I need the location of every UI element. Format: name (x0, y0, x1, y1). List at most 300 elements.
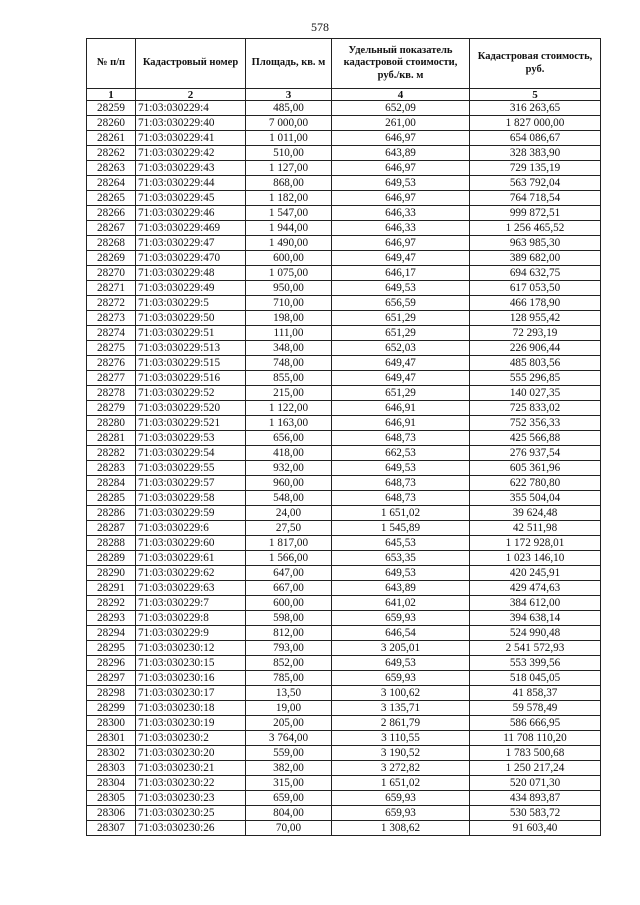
cadastral-number: 71:03:030229:50 (136, 311, 246, 326)
cadastral-value: 617 053,50 (470, 281, 601, 296)
unit-cost: 2 861,79 (332, 716, 470, 731)
unit-cost: 659,93 (332, 611, 470, 626)
table-row (87, 101, 601, 116)
cadastral-value: 41 858,37 (470, 686, 601, 701)
area: 598,00 (246, 611, 332, 626)
row-index: 28261 (87, 131, 136, 146)
cadastral-number: 71:03:030229:6 (136, 521, 246, 536)
table-row (87, 401, 601, 416)
cadastral-value: 725 833,02 (470, 401, 601, 416)
unit-cost: 646,54 (332, 626, 470, 641)
row-index: 28301 (87, 731, 136, 746)
row-index: 28298 (87, 686, 136, 701)
unit-cost: 3 272,82 (332, 761, 470, 776)
unit-cost: 648,73 (332, 431, 470, 446)
cadastral-number: 71:03:030229:41 (136, 131, 246, 146)
area: 855,00 (246, 371, 332, 386)
page-number: 578 (311, 20, 329, 34)
table-row (87, 461, 601, 476)
table-row (87, 476, 601, 491)
unit-cost: 652,09 (332, 101, 470, 116)
cadastral-value: 530 583,72 (470, 806, 601, 821)
cadastral-value: 605 361,96 (470, 461, 601, 476)
cadastral-number: 71:03:030229:45 (136, 191, 246, 206)
unit-cost: 641,02 (332, 596, 470, 611)
table-row (87, 176, 601, 191)
table-row (87, 521, 601, 536)
table-row (87, 626, 601, 641)
unit-cost: 652,03 (332, 341, 470, 356)
row-index: 28307 (87, 821, 136, 836)
table-row (87, 701, 601, 716)
column-number: 3 (246, 89, 332, 101)
header-index: № п/п (87, 39, 136, 89)
header-cadastral-number: Кадастровый номер (136, 39, 246, 89)
row-index: 28288 (87, 536, 136, 551)
unit-cost: 659,93 (332, 671, 470, 686)
unit-cost: 649,47 (332, 356, 470, 371)
unit-cost: 3 135,71 (332, 701, 470, 716)
cadastral-number: 71:03:030230:25 (136, 806, 246, 821)
table-row (87, 671, 601, 686)
table-row (87, 236, 601, 251)
cadastral-number: 71:03:030229:470 (136, 251, 246, 266)
area: 548,00 (246, 491, 332, 506)
area: 13,50 (246, 686, 332, 701)
cadastral-number: 71:03:030229:40 (136, 116, 246, 131)
row-index: 28291 (87, 581, 136, 596)
unit-cost: 649,53 (332, 176, 470, 191)
cadastral-value: 425 566,88 (470, 431, 601, 446)
cadastral-number: 71:03:030229:521 (136, 416, 246, 431)
row-index: 28285 (87, 491, 136, 506)
table-row (87, 791, 601, 806)
table-row (87, 551, 601, 566)
area: 1 817,00 (246, 536, 332, 551)
table-row (87, 251, 601, 266)
cadastral-number: 71:03:030229:54 (136, 446, 246, 461)
cadastral-value: 586 666,95 (470, 716, 601, 731)
cadastral-number: 71:03:030229:52 (136, 386, 246, 401)
header-unit-cost: Удельный показатель кадастровой стоимости, руб./кв. м (332, 39, 470, 89)
cadastral-number: 71:03:030230:23 (136, 791, 246, 806)
area: 748,00 (246, 356, 332, 371)
cadastral-value: 140 027,35 (470, 386, 601, 401)
cadastral-value: 91 603,40 (470, 821, 601, 836)
unit-cost: 646,33 (332, 206, 470, 221)
unit-cost: 662,53 (332, 446, 470, 461)
unit-cost: 649,53 (332, 281, 470, 296)
table-row (87, 596, 601, 611)
cadastral-value: 316 263,65 (470, 101, 601, 116)
cadastral-number: 71:03:030229:55 (136, 461, 246, 476)
area: 205,00 (246, 716, 332, 731)
area: 710,00 (246, 296, 332, 311)
unit-cost: 1 651,02 (332, 776, 470, 791)
cadastral-value: 553 399,56 (470, 656, 601, 671)
cadastral-number: 71:03:030229:51 (136, 326, 246, 341)
cadastral-number: 71:03:030229:48 (136, 266, 246, 281)
cadastral-value: 355 504,04 (470, 491, 601, 506)
cadastral-value: 389 682,00 (470, 251, 601, 266)
cadastral-value: 466 178,90 (470, 296, 601, 311)
unit-cost: 651,29 (332, 386, 470, 401)
row-index: 28297 (87, 671, 136, 686)
unit-cost: 1 545,89 (332, 521, 470, 536)
table-row (87, 731, 601, 746)
area: 315,00 (246, 776, 332, 791)
area: 510,00 (246, 146, 332, 161)
unit-cost: 649,53 (332, 566, 470, 581)
cadastral-value: 1 172 928,01 (470, 536, 601, 551)
table-row (87, 386, 601, 401)
unit-cost: 646,17 (332, 266, 470, 281)
cadastral-value: 752 356,33 (470, 416, 601, 431)
cadastral-value: 524 990,48 (470, 626, 601, 641)
cadastral-number: 71:03:030229:57 (136, 476, 246, 491)
cadastral-number: 71:03:030229:9 (136, 626, 246, 641)
unit-cost: 648,73 (332, 476, 470, 491)
cadastral-value: 1 256 465,52 (470, 221, 601, 236)
area: 852,00 (246, 656, 332, 671)
row-index: 28260 (87, 116, 136, 131)
unit-cost: 649,47 (332, 251, 470, 266)
row-index: 28290 (87, 566, 136, 581)
cadastral-value: 1 023 146,10 (470, 551, 601, 566)
header-cadastral-value: Кадастровая стоимость, руб. (470, 39, 601, 89)
table-body (87, 101, 601, 836)
cadastral-number: 71:03:030230:18 (136, 701, 246, 716)
cadastral-number: 71:03:030229:4 (136, 101, 246, 116)
table-row (87, 806, 601, 821)
unit-cost: 648,73 (332, 491, 470, 506)
cadastral-number: 71:03:030230:15 (136, 656, 246, 671)
cadastral-value: 485 803,56 (470, 356, 601, 371)
unit-cost: 643,89 (332, 581, 470, 596)
table-row (87, 116, 601, 131)
cadastral-number: 71:03:030229:515 (136, 356, 246, 371)
area: 485,00 (246, 101, 332, 116)
column-number: 1 (87, 89, 136, 101)
row-index: 28268 (87, 236, 136, 251)
unit-cost: 659,93 (332, 791, 470, 806)
cadastral-number: 71:03:030229:58 (136, 491, 246, 506)
row-index: 28287 (87, 521, 136, 536)
table-row (87, 326, 601, 341)
unit-cost: 3 190,52 (332, 746, 470, 761)
cadastral-value: 1 250 217,24 (470, 761, 601, 776)
cadastral-number: 71:03:030229:62 (136, 566, 246, 581)
area: 667,00 (246, 581, 332, 596)
unit-cost: 649,53 (332, 656, 470, 671)
area: 600,00 (246, 251, 332, 266)
cadastral-value: 520 071,30 (470, 776, 601, 791)
table-row (87, 821, 601, 836)
row-index: 28295 (87, 641, 136, 656)
row-index: 28278 (87, 386, 136, 401)
row-index: 28273 (87, 311, 136, 326)
row-index: 28265 (87, 191, 136, 206)
unit-cost: 649,47 (332, 371, 470, 386)
row-index: 28306 (87, 806, 136, 821)
row-index: 28270 (87, 266, 136, 281)
cadastral-value: 1 827 000,00 (470, 116, 601, 131)
table-row (87, 191, 601, 206)
row-index: 28267 (87, 221, 136, 236)
column-number: 5 (470, 89, 601, 101)
cadastral-number: 71:03:030229:47 (136, 236, 246, 251)
area: 793,00 (246, 641, 332, 656)
unit-cost: 653,35 (332, 551, 470, 566)
table-row (87, 281, 601, 296)
cadastral-value: 394 638,14 (470, 611, 601, 626)
cadastral-number: 71:03:030229:63 (136, 581, 246, 596)
cadastral-number: 71:03:030230:21 (136, 761, 246, 776)
cadastral-number: 71:03:030229:516 (136, 371, 246, 386)
cadastral-value: 963 985,30 (470, 236, 601, 251)
table-row (87, 656, 601, 671)
area: 1 011,00 (246, 131, 332, 146)
row-index: 28276 (87, 356, 136, 371)
cadastral-value: 11 708 110,20 (470, 731, 601, 746)
cadastral-value: 420 245,91 (470, 566, 601, 581)
cadastral-value: 276 937,54 (470, 446, 601, 461)
cadastral-value: 694 632,75 (470, 266, 601, 281)
column-number: 2 (136, 89, 246, 101)
cadastral-number: 71:03:030229:46 (136, 206, 246, 221)
cadastral-number: 71:03:030229:60 (136, 536, 246, 551)
cadastral-number: 71:03:030230:20 (136, 746, 246, 761)
cadastral-table (86, 38, 601, 836)
table-row (87, 161, 601, 176)
table-row (87, 296, 601, 311)
area: 950,00 (246, 281, 332, 296)
row-index: 28299 (87, 701, 136, 716)
unit-cost: 651,29 (332, 326, 470, 341)
area: 348,00 (246, 341, 332, 356)
cadastral-number: 71:03:030229:43 (136, 161, 246, 176)
cadastral-number: 71:03:030229:5 (136, 296, 246, 311)
area: 382,00 (246, 761, 332, 776)
cadastral-number: 71:03:030230:16 (136, 671, 246, 686)
unit-cost: 1 651,02 (332, 506, 470, 521)
area: 1 163,00 (246, 416, 332, 431)
area: 1 122,00 (246, 401, 332, 416)
cadastral-number: 71:03:030230:12 (136, 641, 246, 656)
row-index: 28305 (87, 791, 136, 806)
row-index: 28284 (87, 476, 136, 491)
row-index: 28266 (87, 206, 136, 221)
cadastral-value: 226 906,44 (470, 341, 601, 356)
cadastral-value: 1 783 500,68 (470, 746, 601, 761)
table-row (87, 611, 601, 626)
area: 111,00 (246, 326, 332, 341)
area: 659,00 (246, 791, 332, 806)
unit-cost: 656,59 (332, 296, 470, 311)
unit-cost: 646,97 (332, 191, 470, 206)
cadastral-value: 72 293,19 (470, 326, 601, 341)
area: 7 000,00 (246, 116, 332, 131)
area: 215,00 (246, 386, 332, 401)
cadastral-number: 71:03:030230:2 (136, 731, 246, 746)
table-row (87, 716, 601, 731)
table-row (87, 776, 601, 791)
row-index: 28277 (87, 371, 136, 386)
area: 19,00 (246, 701, 332, 716)
table-row (87, 446, 601, 461)
row-index: 28304 (87, 776, 136, 791)
cadastral-number: 71:03:030230:22 (136, 776, 246, 791)
area: 647,00 (246, 566, 332, 581)
unit-cost: 646,33 (332, 221, 470, 236)
table-row (87, 131, 601, 146)
table-row (87, 206, 601, 221)
row-index: 28292 (87, 596, 136, 611)
row-index: 28275 (87, 341, 136, 356)
cadastral-number: 71:03:030229:44 (136, 176, 246, 191)
table-row (87, 641, 601, 656)
cadastral-number: 71:03:030229:61 (136, 551, 246, 566)
column-number-row (87, 89, 601, 101)
table-row (87, 536, 601, 551)
unit-cost: 646,97 (332, 236, 470, 251)
cadastral-value: 128 955,42 (470, 311, 601, 326)
area: 804,00 (246, 806, 332, 821)
table-row (87, 311, 601, 326)
row-index: 28293 (87, 611, 136, 626)
row-index: 28280 (87, 416, 136, 431)
table-row (87, 146, 601, 161)
cadastral-value: 2 541 572,93 (470, 641, 601, 656)
row-index: 28289 (87, 551, 136, 566)
table-row (87, 341, 601, 356)
area: 3 764,00 (246, 731, 332, 746)
row-index: 28269 (87, 251, 136, 266)
unit-cost: 646,91 (332, 401, 470, 416)
unit-cost: 1 308,62 (332, 821, 470, 836)
table-row (87, 761, 601, 776)
cadastral-value: 384 612,00 (470, 596, 601, 611)
header-row (87, 39, 601, 89)
area: 1 075,00 (246, 266, 332, 281)
unit-cost: 3 110,55 (332, 731, 470, 746)
area: 1 127,00 (246, 161, 332, 176)
cadastral-value: 563 792,04 (470, 176, 601, 191)
area: 1 490,00 (246, 236, 332, 251)
area: 600,00 (246, 596, 332, 611)
unit-cost: 643,89 (332, 146, 470, 161)
unit-cost: 646,91 (332, 416, 470, 431)
cadastral-number: 71:03:030229:513 (136, 341, 246, 356)
unit-cost: 649,53 (332, 461, 470, 476)
cadastral-value: 518 045,05 (470, 671, 601, 686)
unit-cost: 261,00 (332, 116, 470, 131)
cadastral-number: 71:03:030229:7 (136, 596, 246, 611)
cadastral-value: 729 135,19 (470, 161, 601, 176)
table-row (87, 686, 601, 701)
column-number: 4 (332, 89, 470, 101)
area: 1 547,00 (246, 206, 332, 221)
table-row (87, 431, 601, 446)
cadastral-value: 622 780,80 (470, 476, 601, 491)
cadastral-number: 71:03:030229:59 (136, 506, 246, 521)
row-index: 28303 (87, 761, 136, 776)
row-index: 28281 (87, 431, 136, 446)
cadastral-value: 764 718,54 (470, 191, 601, 206)
row-index: 28272 (87, 296, 136, 311)
row-index: 28264 (87, 176, 136, 191)
area: 656,00 (246, 431, 332, 446)
table-row (87, 371, 601, 386)
row-index: 28274 (87, 326, 136, 341)
cadastral-number: 71:03:030229:469 (136, 221, 246, 236)
unit-cost: 651,29 (332, 311, 470, 326)
cadastral-value: 434 893,87 (470, 791, 601, 806)
row-index: 28271 (87, 281, 136, 296)
row-index: 28296 (87, 656, 136, 671)
area: 559,00 (246, 746, 332, 761)
cadastral-number: 71:03:030229:42 (136, 146, 246, 161)
unit-cost: 645,53 (332, 536, 470, 551)
area: 24,00 (246, 506, 332, 521)
row-index: 28302 (87, 746, 136, 761)
table-row (87, 491, 601, 506)
cadastral-number: 71:03:030229:53 (136, 431, 246, 446)
unit-cost: 646,97 (332, 131, 470, 146)
table-row (87, 416, 601, 431)
cadastral-number: 71:03:030229:520 (136, 401, 246, 416)
row-index: 28300 (87, 716, 136, 731)
table-row (87, 266, 601, 281)
row-index: 28294 (87, 626, 136, 641)
cadastral-number: 71:03:030229:49 (136, 281, 246, 296)
unit-cost: 659,93 (332, 806, 470, 821)
cadastral-value: 555 296,85 (470, 371, 601, 386)
cadastral-value: 328 383,90 (470, 146, 601, 161)
header-area: Площадь, кв. м (246, 39, 332, 89)
cadastral-number: 71:03:030230:17 (136, 686, 246, 701)
area: 1 182,00 (246, 191, 332, 206)
area: 932,00 (246, 461, 332, 476)
area: 198,00 (246, 311, 332, 326)
table-row (87, 356, 601, 371)
cadastral-value: 59 578,49 (470, 701, 601, 716)
unit-cost: 646,97 (332, 161, 470, 176)
cadastral-number: 71:03:030229:8 (136, 611, 246, 626)
cadastral-value: 42 511,98 (470, 521, 601, 536)
area: 812,00 (246, 626, 332, 641)
unit-cost: 3 100,62 (332, 686, 470, 701)
table-row (87, 221, 601, 236)
unit-cost: 3 205,01 (332, 641, 470, 656)
row-index: 28283 (87, 461, 136, 476)
cadastral-value: 999 872,51 (470, 206, 601, 221)
table-row (87, 506, 601, 521)
row-index: 28262 (87, 146, 136, 161)
area: 27,50 (246, 521, 332, 536)
table-row (87, 566, 601, 581)
row-index: 28279 (87, 401, 136, 416)
area: 1 566,00 (246, 551, 332, 566)
cadastral-value: 654 086,67 (470, 131, 601, 146)
area: 1 944,00 (246, 221, 332, 236)
area: 70,00 (246, 821, 332, 836)
area: 418,00 (246, 446, 332, 461)
area: 785,00 (246, 671, 332, 686)
row-index: 28282 (87, 446, 136, 461)
cadastral-number: 71:03:030230:26 (136, 821, 246, 836)
area: 868,00 (246, 176, 332, 191)
